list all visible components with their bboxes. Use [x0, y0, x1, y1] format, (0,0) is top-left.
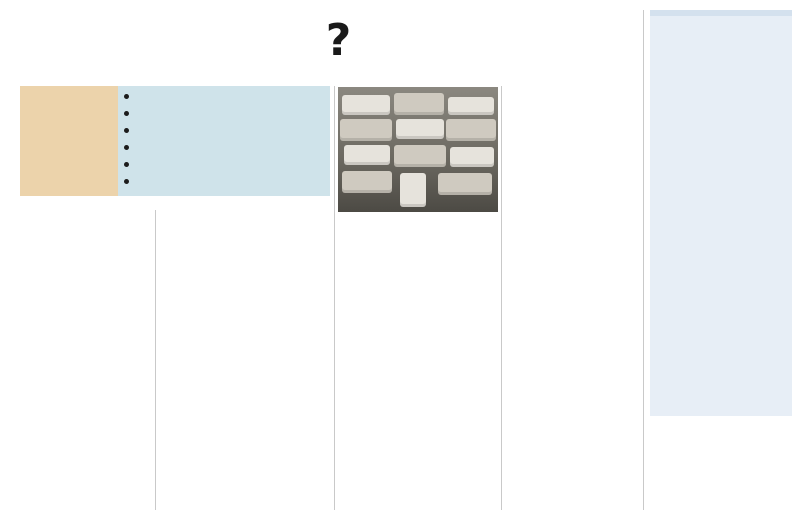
photo-bag-shape — [448, 97, 494, 115]
photo-bag-shape — [450, 147, 494, 167]
photo-bag-shape — [394, 93, 444, 115]
column-rule — [155, 210, 156, 510]
photo-bag-shape — [446, 119, 496, 141]
highlight-bullet — [124, 158, 324, 175]
headline-question-mark: ? — [325, 14, 352, 66]
photo-bag-shape — [344, 145, 390, 165]
bullet-dot-icon — [124, 162, 129, 167]
photo-bag-shape — [394, 145, 446, 167]
photo-bag-shape — [438, 173, 492, 195]
fertilizer-bags-photo — [338, 87, 498, 212]
sidebar-continuation — [650, 416, 792, 480]
bullet-dot-icon — [124, 111, 129, 116]
highlight-bullets — [124, 90, 324, 192]
highlight-box-labels — [20, 86, 118, 196]
bullet-dot-icon — [124, 128, 129, 133]
headline — [12, 0, 637, 82]
column-rule — [334, 86, 335, 510]
sidebar-article — [650, 10, 792, 510]
highlight-bullet — [124, 124, 324, 141]
article-column-2 — [160, 210, 330, 510]
article-column-3 — [338, 218, 498, 510]
highlight-box — [20, 86, 330, 196]
highlight-bullet — [124, 175, 324, 192]
bullet-dot-icon — [124, 145, 129, 150]
photo-bag-shape — [342, 95, 390, 115]
highlight-bullet — [124, 90, 324, 107]
column-rule — [643, 10, 644, 510]
photo-bag-shape — [340, 119, 392, 141]
bullet-dot-icon — [124, 94, 129, 99]
photo-bag-shape — [342, 171, 392, 193]
photo-bag-shape — [400, 173, 426, 207]
article-column-1 — [20, 210, 150, 510]
bullet-dot-icon — [124, 179, 129, 184]
sidebar-body — [650, 16, 792, 416]
photo-bag-shape — [396, 119, 444, 139]
article-column-4 — [505, 86, 640, 510]
highlight-bullet — [124, 107, 324, 124]
column-rule — [501, 86, 502, 510]
highlight-bullet — [124, 141, 324, 158]
